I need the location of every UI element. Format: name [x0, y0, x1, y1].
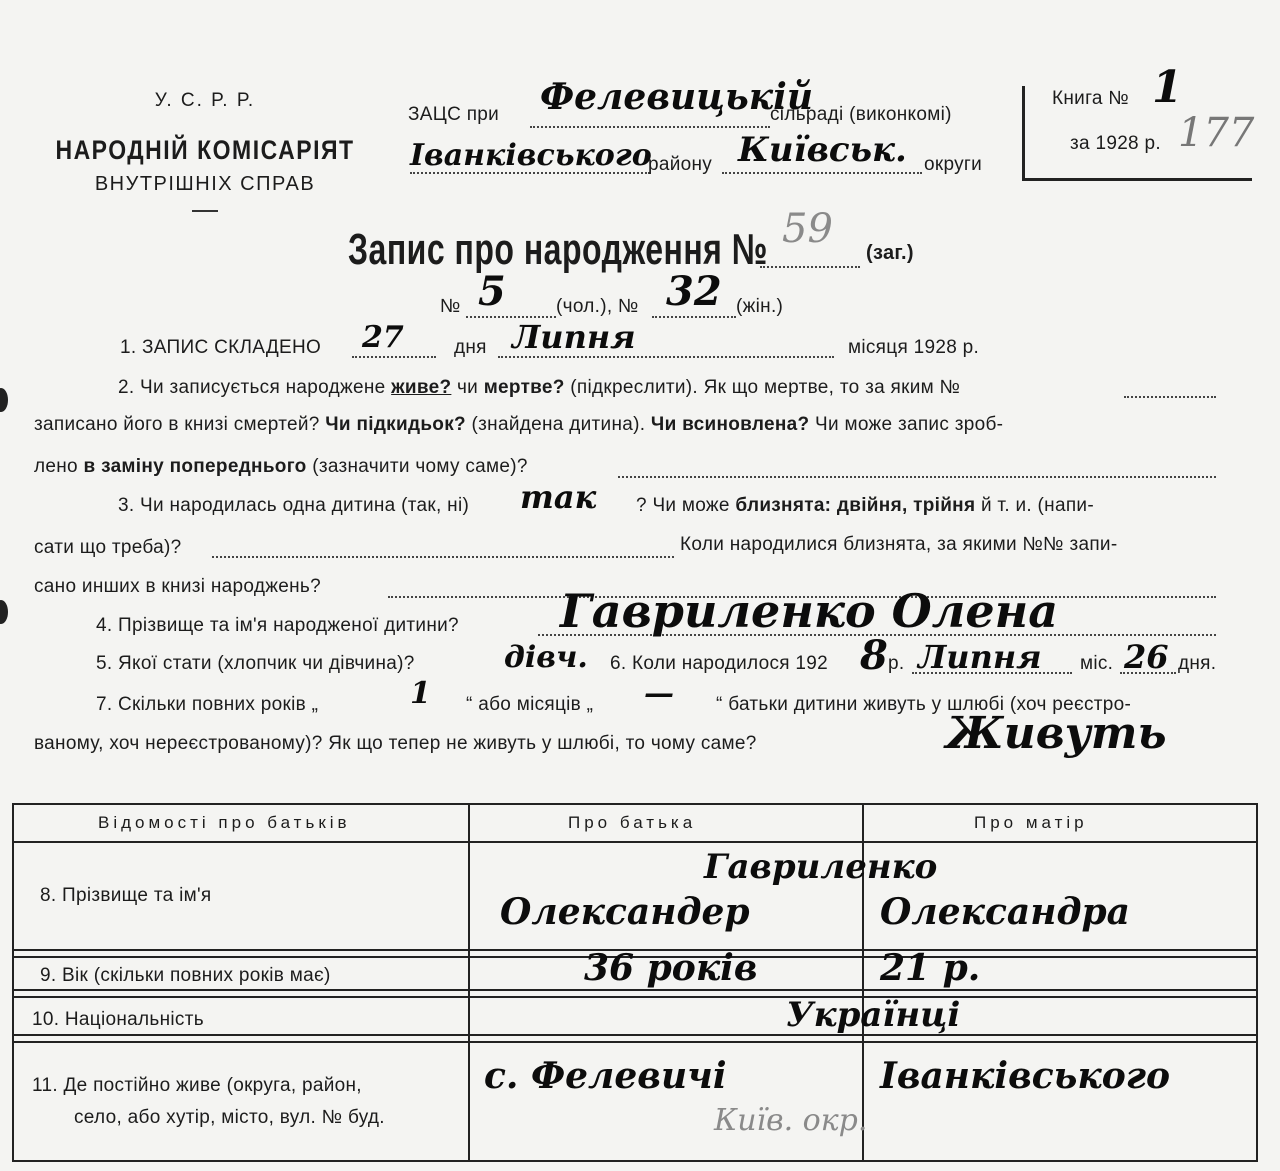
corner-number: 177 — [1178, 110, 1255, 156]
row9-father-age: 36 років — [584, 947, 758, 989]
no2-handwritten: 32 — [666, 268, 722, 315]
rayon-handwritten: Іванківського — [410, 138, 652, 173]
q6-mis: міс. — [1080, 653, 1114, 674]
no1-handwritten: 5 — [478, 268, 506, 315]
header-divider — [192, 210, 218, 212]
table-header-mother: Про матір — [974, 813, 1088, 832]
q5-label: 5. Якої стати (хлопчик чи дівчина)? — [96, 653, 415, 674]
row8-label: 8. Прізвище та ім'я — [40, 885, 212, 906]
title-number-line — [760, 266, 860, 268]
q3-line1-a: 3. Чи народилась одна дитина (так, ні) — [118, 495, 470, 516]
q3-twins-line — [212, 556, 674, 558]
q2-line3 — [34, 456, 528, 478]
table-row-divider-3 — [14, 1034, 1256, 1036]
row10-nationality: Українці — [786, 995, 961, 1035]
q7-answer-handwritten: Живуть — [946, 708, 1167, 759]
q7-years-handwritten: 1 — [410, 676, 431, 711]
q1-month-line — [498, 356, 834, 358]
zags-village-handwritten: Фелевицькій — [540, 76, 814, 118]
q2-line2 — [34, 414, 1003, 436]
org-line-commissariat: НАРОДНІЙ КОМІСАРІЯТ — [55, 134, 355, 165]
q3-twins: близнята: двійня, трійня — [735, 495, 976, 516]
q2-line1-c: (підкреслити). Як що мертве, то за яким № — [570, 377, 961, 398]
table-col-divider-1 — [468, 805, 470, 1160]
q7-line2: ваному, хоч нереєстрованому)? Як що тепер не живуть у шлюбі, то чому саме? — [34, 733, 757, 754]
year-label: за 1928 р. — [1070, 133, 1161, 154]
no2-line — [652, 316, 736, 318]
zags-village-line — [530, 126, 770, 128]
q7-line1-a: 7. Скільки повних років „ — [96, 694, 319, 715]
zags-suffix: сільраді (виконкомі) — [770, 104, 952, 125]
parents-table — [12, 803, 1258, 1162]
q2-adopted: Чи всиновлена? — [650, 414, 810, 435]
q1-day-label: дня — [454, 337, 487, 358]
q6-month-handwritten: Липня — [918, 638, 1042, 676]
q2-line2-a: записано його в книзі смертей? — [34, 414, 320, 435]
record-title: Запис про народження № — [348, 225, 768, 274]
row11-label-line2: село, або хутір, місто, вул. № буд. — [74, 1107, 385, 1128]
q2-line1-a: 2. Чи записується народжене — [118, 377, 386, 398]
q3-line1-rest — [636, 495, 1094, 517]
title-suffix: (заг.) — [866, 242, 914, 264]
q3-line2-b: Коли народилися близнята, за якими №№ запи- — [680, 534, 1118, 555]
okruga-handwritten: Київськ. — [738, 130, 907, 170]
table-row-divider-3b — [14, 1041, 1256, 1043]
q2-death-number-line — [1124, 396, 1216, 398]
book-box-left-border — [1022, 86, 1025, 178]
row8-father-surname: Гавриленко — [704, 847, 938, 887]
table-row-divider-2b — [14, 996, 1256, 998]
punch-hole-bottom — [0, 600, 8, 624]
row8-father-name: Олександер — [500, 891, 750, 933]
table-row-divider-2 — [14, 989, 1256, 991]
q2-line2-b: (знайдена дитина). — [471, 414, 646, 435]
q3-line1-b: ? Чи може — [636, 495, 730, 516]
q2-line1-b: чи — [456, 377, 479, 398]
q6-day-handwritten: 26 — [1124, 638, 1169, 676]
q2-line1 — [118, 377, 960, 399]
okruga-line — [722, 172, 922, 174]
q1-tail: місяця 1928 р. — [848, 337, 980, 358]
okruga-label: округи — [924, 154, 983, 175]
q2-dead: мертве? — [483, 377, 565, 398]
row11-label-line1: 11. Де постійно живе (округа, район, — [32, 1075, 362, 1096]
q5-answer-handwritten: дівч. — [504, 640, 588, 675]
row11-father-residence: с. Фелевичі — [484, 1055, 727, 1097]
q2-alive: живе? — [391, 377, 452, 398]
zags-prefix: ЗАЦС при — [408, 104, 500, 125]
faint-stamp-text: Київ. окр. — [714, 1103, 868, 1138]
table-header-info: Відомості про батьків — [98, 813, 351, 832]
org-line-internal-affairs: ВНУТРІШНІХ СПРАВ — [94, 173, 316, 195]
q6-r: р. — [888, 653, 905, 674]
q1-month-handwritten: Липня — [512, 318, 636, 356]
q4-label: 4. Прізвище та ім'я народженої дитини? — [96, 615, 459, 636]
q6-label: 6. Коли народилося 192 — [610, 653, 829, 674]
q1-day-line — [352, 356, 436, 358]
q3-answer-handwritten: так — [520, 478, 597, 516]
q7-line1-b: “ або місяців „ — [466, 694, 594, 715]
q6-dnya: дня. — [1178, 653, 1217, 674]
book-box-bottom-border — [1022, 178, 1252, 181]
q7-line1-c: “ батьки дитини живуть у шлюбі (хоч реєстро- — [716, 694, 1132, 715]
q3-line2-a: сати що треба)? — [34, 537, 182, 558]
q1-day-handwritten: 27 — [362, 320, 404, 355]
row8-mother-name: Олександра — [880, 891, 1130, 933]
punch-hole-top — [0, 388, 8, 412]
row9-mother-age: 21 р. — [880, 947, 981, 989]
title-number-handwritten: 59 — [782, 206, 833, 252]
q1-label: 1. ЗАПИС СКЛАДЕНО — [120, 337, 322, 358]
q6-year-handwritten: 8 — [860, 632, 888, 679]
row9-label: 9. Вік (скільки повних років має) — [40, 965, 331, 986]
row10-label: 10. Національність — [32, 1009, 204, 1030]
table-header-father: Про батька — [568, 813, 697, 832]
q2-foundling: Чи підкидьок? — [325, 414, 466, 435]
q7-months-handwritten: — — [644, 676, 674, 711]
q2-reason-line — [618, 476, 1216, 478]
female-label: (жін.) — [736, 296, 784, 317]
q3-line1-c: й т. и. (напи- — [980, 495, 1094, 516]
q4-answer-handwritten: Гавриленко Олена — [560, 584, 1059, 638]
q2-replace: в заміну попереднього — [83, 456, 307, 477]
book-label: Книга № — [1052, 88, 1130, 109]
q2-line2-c: Чи може запис зроб- — [815, 414, 1004, 435]
book-number-handwritten: 1 — [1152, 62, 1183, 113]
no1-label: № — [440, 296, 461, 317]
rayon-label: району — [648, 154, 713, 175]
row11-mother-residence: Іванківського — [880, 1055, 1171, 1097]
q3-line3: сано инших в книзі народжень? — [34, 576, 321, 597]
q2-line3-b: (зазначити чому саме)? — [312, 456, 528, 477]
male-label: (чол.), № — [556, 296, 639, 317]
q2-line3-a: лено — [34, 456, 78, 477]
table-header-divider — [14, 841, 1256, 843]
org-line-ussr: У. С. Р. Р. — [154, 90, 256, 111]
